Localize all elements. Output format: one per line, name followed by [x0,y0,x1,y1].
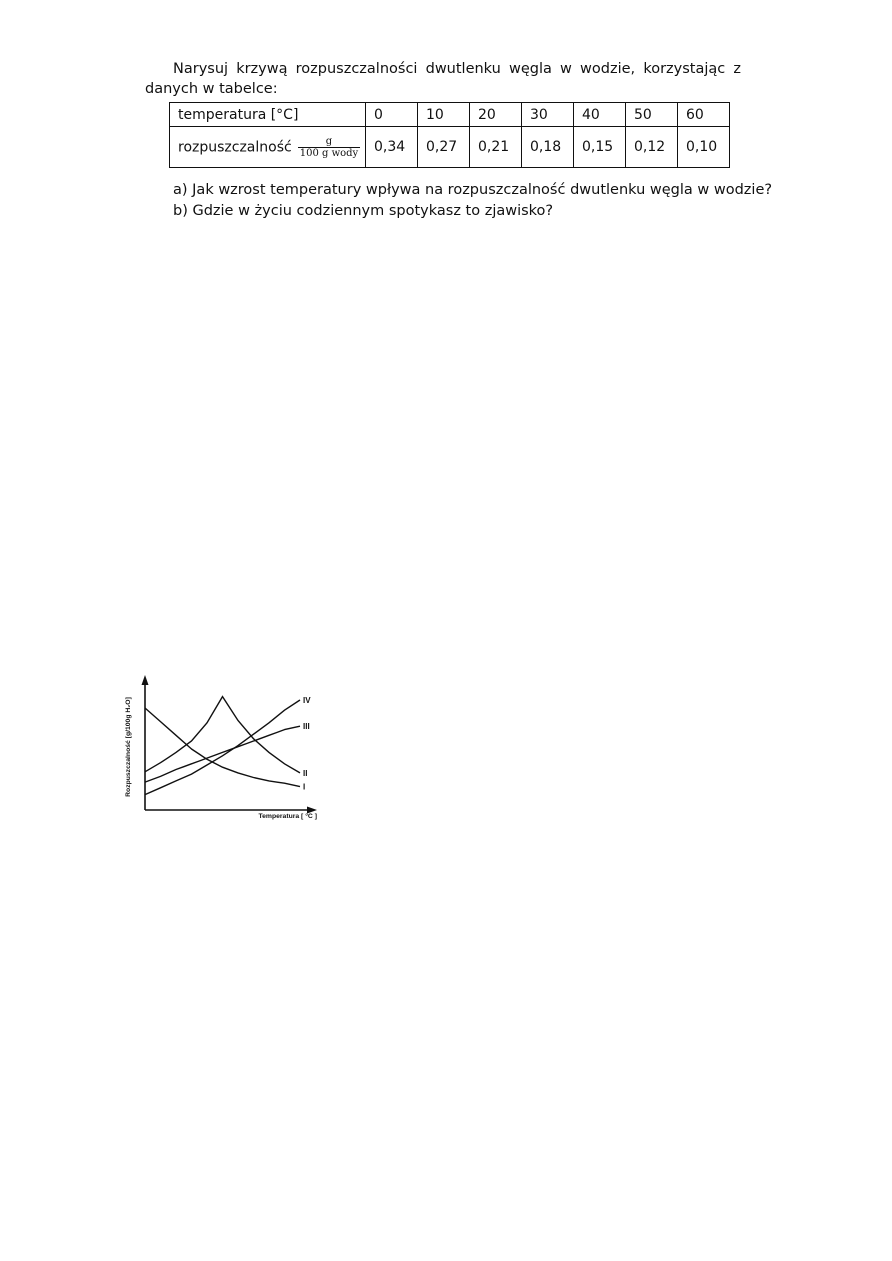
temperature-cell: 0 [366,103,418,127]
temperature-cell: 50 [626,103,678,127]
solubility-cell: 0,27 [418,127,470,168]
solubility-cell: 0,34 [366,127,418,168]
y-axis-label: Rozpuszczalność [g/100g H₂O] [125,697,132,797]
solubility-cell: 0,10 [678,127,730,168]
task-instruction [145,59,741,99]
task-line-2: w tabelce: [202,81,278,97]
solubility-cell: 0,18 [522,127,574,168]
temperature-row-label: temperatura [°C] [170,103,366,127]
temperature-cell: 30 [522,103,574,127]
x-axis-label: Temperatura [ °C ] [258,813,317,820]
solubility-curves-chart [118,672,323,822]
series-label-i: I [303,782,306,792]
question-a: a) Jak wzrost temperatury wpływa na rozpuszczalność dwutlenku węgla w wodzie? [173,182,773,198]
temperature-cell: 20 [470,103,522,127]
temperature-row [170,103,730,127]
unit-denominator: 100 g wody [299,147,359,159]
temperature-cell: 10 [418,103,470,127]
solubility-data-table [169,102,730,168]
solubility-label-text: rozpuszczalność [178,139,292,155]
unit-fraction [298,136,360,159]
unit-numerator: g [298,136,360,148]
solubility-cell: 0,21 [470,127,522,168]
y-axis [142,675,149,810]
series-layer [145,696,311,795]
task-line-1: Narysuj krzywą rozpuszczalności dwutlenku węgla w wodzie, korzystając z danych [145,61,741,97]
temperature-cell: 40 [574,103,626,127]
solubility-row [170,127,730,168]
question-b: b) Gdzie w życiu codziennym spotykasz to zjawisko? [173,203,554,219]
questions [173,180,772,222]
series-line-i [145,708,300,787]
series-label-iv: IV [303,696,311,705]
series-line-ii [145,697,300,773]
temperature-cell: 60 [678,103,730,127]
solubility-cell: 0,12 [626,127,678,168]
series-label-iii: III [303,722,310,732]
solubility-cell: 0,15 [574,127,626,168]
solubility-row-label [170,127,366,168]
series-line-iii [145,726,300,782]
series-line-iv [145,700,300,795]
series-label-ii: II [303,768,308,778]
